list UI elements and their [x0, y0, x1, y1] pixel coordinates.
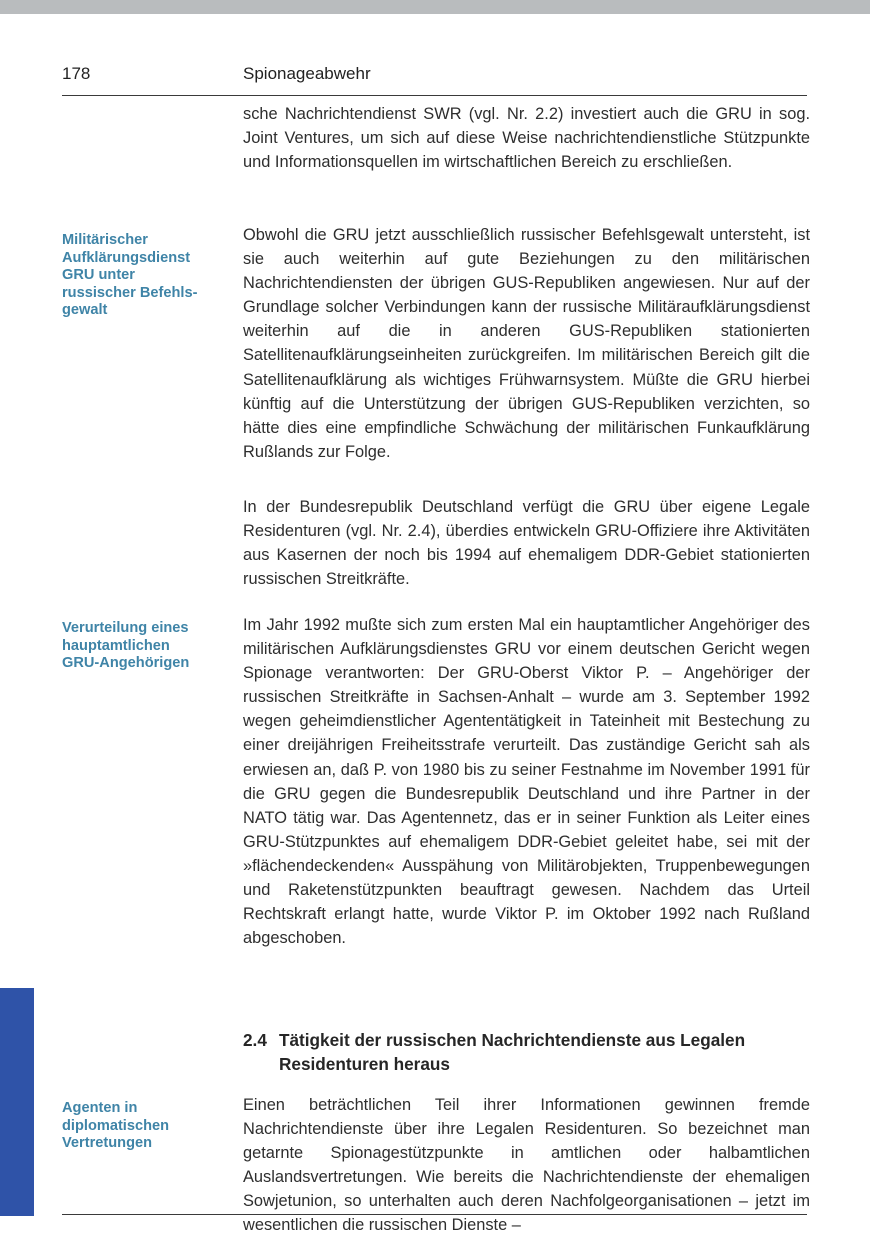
margin-note-line: GRU-Angehörigen — [62, 655, 190, 672]
margin-note-line: Aufklärungsdienst — [62, 249, 191, 266]
margin-note-line: russischer Befehls- — [62, 284, 198, 301]
margin-note-line: Militärischer — [62, 232, 148, 248]
margin-note-line: gewalt — [62, 302, 108, 319]
margin-note-line: diplomatischen — [62, 1117, 170, 1134]
margin-note-line: Verurteilung eines — [62, 620, 189, 636]
margin-note-line: GRU unter — [62, 267, 135, 284]
paragraph-agents: Einen beträchtlichen Teil ihrer Informationen gewinnen fremde Nachrichtendienste über ihre Legalen Residenturen. So bezeichnet man getarnte Spionagestützpunkte in amtlichen oder halbamtlichen Auslandsvertretungen. Wie bereits die Nachrichtendienste der ehemaligen Sowjetunion, so unterhalten auch deren Nachfolgeorganisationen – jetzt im wesentlichen die russischen Dienste – — [243, 1096, 810, 1235]
page-number: 178 — [62, 64, 91, 83]
paragraph-gru-command: Obwohl die GRU jetzt ausschließlich russischer Befehlsgewalt untersteht, ist sie auch weiterhin auf gute Beziehungen zu den militärischen Nachrichtendiensten der übrigen GUS-Republiken angewiesen. Nur auf der Grundlage solcher Verbindungen kann der russische Militäraufklärungsdienst weiterhin auf die in anderen GUS-Republiken stationierten Satellitenaufklärungseinheiten zurückgreifen. Im militärischen Bereich gilt die Satellitenaufklärung als wichtiges Frühwarnsystem. Müßte die GRU hierbei künftig auf die Unterstützung der übrigen GUS-Republiken verzichten, so hätte dies eine empfindliche Schwächung der militärischen Funkaufklärung Rußlands zur Folge. — [243, 226, 810, 461]
footer-rule — [62, 1214, 807, 1215]
section-heading-2-4 — [243, 1028, 803, 1076]
running-title: Spionageabwehr — [243, 64, 371, 83]
section-title-line2: Residenturen heraus — [279, 1054, 450, 1074]
margin-note-line: Agenten in — [62, 1100, 138, 1116]
margin-note-gru-command — [62, 232, 230, 320]
chapter-side-marker — [0, 988, 34, 1216]
margin-note-line: hauptamtlichen — [62, 637, 170, 654]
section-title-line1: Tätigkeit der russischen Nachrichtendienste aus Legalen — [279, 1030, 746, 1050]
section-number: 2.4 — [243, 1030, 267, 1050]
header-rule — [62, 95, 807, 96]
scan-top-edge — [0, 0, 870, 14]
paragraph-conviction: Im Jahr 1992 mußte sich zum ersten Mal ein hauptamtlicher Angehöriger des militärischen Aufklärungsdienstes GRU vor einem deutschen Gericht wegen Spionage verantworten: Der GRU-Oberst Viktor P. – Angehöriger der russischen Streitkräfte in Sachsen-Anhalt – wurde am 3. September 1992 wegen geheimdienstlicher Agententätigkeit in Tateinheit mit Bestechung zu einer dreijährigen Freiheitsstrafe verurteilt. Das zuständige Gericht sah als erwiesen an, daß P. von 1980 bis zu seiner Festnahme im November 1991 für die GRU gegen die Bundesrepublik Deutschland und ihre Partner in der NATO tätig war. Das Agentennetz, das er in seiner Funktion als Leiter eines GRU-Stützpunktes auf ehemaligem DDR-Gebiet geleitet habe, sei mit der »flächendeckenden« Ausspähung von Militärobjekten, Truppenbewegungen und Raketenstützpunkten beauftragt gewesen. Nachdem das Urteil Rechtskraft erlangt hatte, wurde Viktor P. im Oktober 1992 nach Rußland abgeschoben. — [243, 616, 810, 948]
paragraph-continuation: sche Nachrichtendienst SWR (vgl. Nr. 2.2) investiert auch die GRU in sog. Joint Ventures, um sich auf diese Weise nachrichtendienstliche Stützpunkte und Informationsquellen im wirtschaftlichen Bereich zu erschließen. — [243, 105, 810, 172]
margin-note-conviction — [62, 620, 230, 673]
margin-note-line: Vertretungen — [62, 1135, 153, 1152]
paragraph-residenturen: In der Bundesrepublik Deutschland verfügt die GRU über eigene Legale Residenturen (vgl. Nr. 2.4), überdies entwickeln GRU-Offiziere ihre Aktivitäten aus Kasernen der noch bis 1994 auf ehemaligem DDR-Gebiet stationierten russischen Streitkräfte. — [243, 498, 810, 589]
margin-note-agents — [62, 1100, 230, 1153]
